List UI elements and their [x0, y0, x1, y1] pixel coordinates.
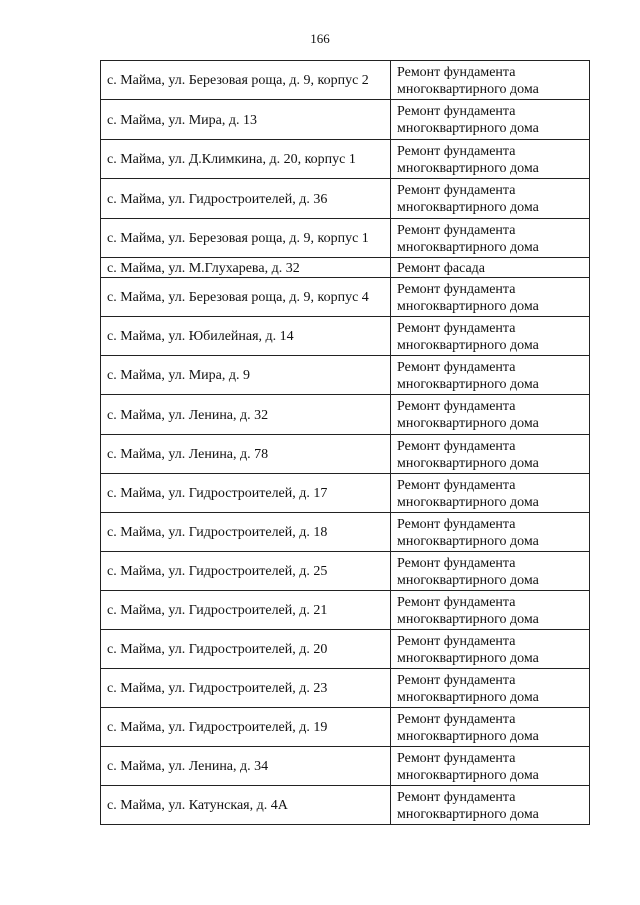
work-type-cell: Ремонт фундамента многоквартирного дома: [391, 513, 590, 552]
table-row: [101, 747, 590, 786]
work-type-cell: Ремонт фундамента многоквартирного дома: [391, 552, 590, 591]
works-table-body: [101, 61, 590, 825]
table-row: [101, 708, 590, 747]
address-cell: с. Майма, ул. М.Глухарева, д. 32: [101, 258, 391, 278]
table-row: [101, 317, 590, 356]
work-type-cell: Ремонт фундамента многоквартирного дома: [391, 356, 590, 395]
work-type-cell: Ремонт фундамента многоквартирного дома: [391, 140, 590, 179]
table-row: [101, 140, 590, 179]
table-row: [101, 435, 590, 474]
address-cell: с. Майма, ул. Гидростроителей, д. 20: [101, 630, 391, 669]
address-cell: с. Майма, ул. Гидростроителей, д. 19: [101, 708, 391, 747]
table-row: [101, 630, 590, 669]
table-row: [101, 278, 590, 317]
work-type-cell: Ремонт фундамента многоквартирного дома: [391, 747, 590, 786]
page-number: 166: [310, 31, 330, 46]
work-type-cell: Ремонт фундамента многоквартирного дома: [391, 317, 590, 356]
address-cell: с. Майма, ул. Березовая роща, д. 9, корпус 4: [101, 278, 391, 317]
work-type-cell: Ремонт фундамента многоквартирного дома: [391, 61, 590, 100]
work-type-cell: Ремонт фундамента многоквартирного дома: [391, 278, 590, 317]
table-row: [101, 669, 590, 708]
work-type-cell: Ремонт фасада: [391, 258, 590, 278]
address-cell: с. Майма, ул. Мира, д. 9: [101, 356, 391, 395]
work-type-cell: Ремонт фундамента многоквартирного дома: [391, 474, 590, 513]
table-row: [101, 474, 590, 513]
work-type-cell: Ремонт фундамента многоквартирного дома: [391, 219, 590, 258]
address-cell: с. Майма, ул. Березовая роща, д. 9, корпус 2: [101, 61, 391, 100]
address-cell: с. Майма, ул. Гидростроителей, д. 21: [101, 591, 391, 630]
table-row: [101, 356, 590, 395]
table-row: [101, 258, 590, 278]
address-cell: с. Майма, ул. Катунская, д. 4А: [101, 786, 391, 825]
table-row: [101, 100, 590, 140]
address-cell: с. Майма, ул. Гидростроителей, д. 23: [101, 669, 391, 708]
address-cell: с. Майма, ул. Ленина, д. 32: [101, 395, 391, 435]
work-type-cell: Ремонт фундамента многоквартирного дома: [391, 591, 590, 630]
address-cell: с. Майма, ул. Березовая роща, д. 9, корпус 1: [101, 219, 391, 258]
table-row: [101, 61, 590, 100]
table-row: [101, 395, 590, 435]
work-type-cell: Ремонт фундамента многоквартирного дома: [391, 435, 590, 474]
work-type-cell: Ремонт фундамента многоквартирного дома: [391, 395, 590, 435]
table-row: [101, 179, 590, 219]
address-cell: с. Майма, ул. Юбилейная, д. 14: [101, 317, 391, 356]
table-row: [101, 591, 590, 630]
address-cell: с. Майма, ул. Гидростроителей, д. 17: [101, 474, 391, 513]
address-cell: с. Майма, ул. Мира, д. 13: [101, 100, 391, 140]
address-cell: с. Майма, ул. Гидростроителей, д. 36: [101, 179, 391, 219]
work-type-cell: Ремонт фундамента многоквартирного дома: [391, 100, 590, 140]
table-row: [101, 552, 590, 591]
address-cell: с. Майма, ул. Гидростроителей, д. 18: [101, 513, 391, 552]
address-cell: с. Майма, ул. Д.Климкина, д. 20, корпус 1: [101, 140, 391, 179]
address-cell: с. Майма, ул. Ленина, д. 78: [101, 435, 391, 474]
address-cell: с. Майма, ул. Гидростроителей, д. 25: [101, 552, 391, 591]
work-type-cell: Ремонт фундамента многоквартирного дома: [391, 708, 590, 747]
table-row: [101, 786, 590, 825]
work-type-cell: Ремонт фундамента многоквартирного дома: [391, 786, 590, 825]
work-type-cell: Ремонт фундамента многоквартирного дома: [391, 179, 590, 219]
address-cell: с. Майма, ул. Ленина, д. 34: [101, 747, 391, 786]
works-table: [100, 60, 590, 825]
table-row: [101, 513, 590, 552]
work-type-cell: Ремонт фундамента многоквартирного дома: [391, 630, 590, 669]
work-type-cell: Ремонт фундамента многоквартирного дома: [391, 669, 590, 708]
table-row: [101, 219, 590, 258]
